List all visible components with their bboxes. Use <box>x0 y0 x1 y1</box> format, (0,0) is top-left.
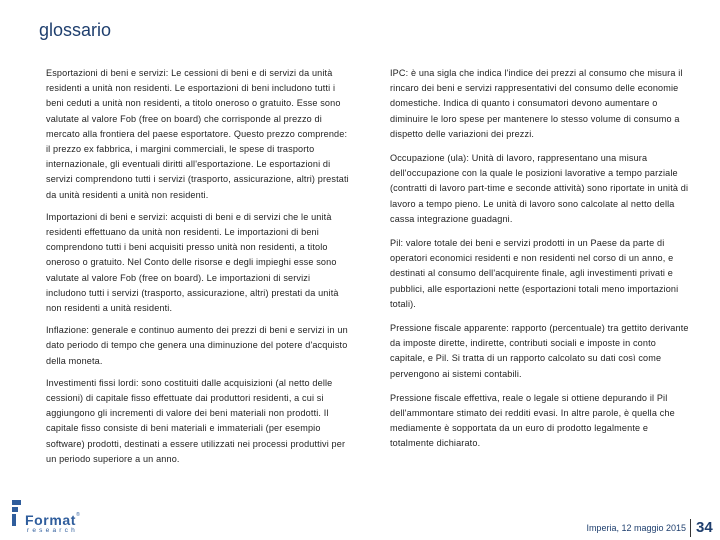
glossary-entry-pressione-effettiva: Pressione fiscale effettiva, reale o legale si ottiene depurando il Pil dell'ammontare stimato dei redditi evasi. In altre parole, è quella che mediamente è sopportata da un euro di prodotto legalmente e totalmente dichiarato. <box>390 392 675 449</box>
footer-divider <box>690 519 691 537</box>
glossary-entry-importazioni: Importazioni di beni e servizi: acquisti di beni e di servizi che le unità residenti effettuano da unità non residenti. Le importazioni di beni comprendono tutti i beni acquisiti presso unità non residenti, a titolo oneroso o gratuito. Nel Conto delle risorse e degli impieghi esse sono valutate al valore Fob (free on board). Le importazioni di servizi includono tutti i servizi (trasporto, assicurazione, altri) prestati da unità non residenti a unità residenti. <box>46 211 339 314</box>
glossary-entry-inflazione: Inflazione: generale e continuo aumento dei prezzi di beni e servizi in un dato periodo di tempo che genera una diminuzione del potere d'acquisto della moneta. <box>46 325 348 366</box>
footer-place-date: Imperia, 12 maggio 2015 <box>586 523 686 533</box>
logo-wordmark <box>25 512 80 528</box>
page-number: 34 <box>696 519 713 536</box>
glossary-entry-pressione-apparente: Pressione fiscale apparente: rapporto (percentuale) tra gettito derivante da imposte dirette, indirette, contributi sociali e imposte in conto capitale, e Pil. Si tratta di un rapporto calcolato su dati così come pervengono ai sistemi contabili. <box>390 323 689 379</box>
glossary-entry-ipc: IPC: è una sigla che indica l'indice dei prezzi al consumo che misura il rincaro dei beni e servizi rappresentativi del consumo delle economie domestiche. Indica di quanto i consumatori devono aumentare o diminuire le loro spese per mantenere lo stesso volume di consumo a dispetto delle variazioni dei prezzi. <box>390 68 683 139</box>
glossary-entry-pil: Pil: valore totale dei beni e servizi prodotti in un Paese da parte di operatori economici residenti e non residenti nel corso di un anno, e destinati al consumo dell'acquirente finale, agli investimenti privati e pubblici, alle esportazioni nette (esportazioni totali meno importazioni totali). <box>390 238 679 309</box>
format-research-logo <box>10 498 90 538</box>
logo-subtitle: research <box>27 527 78 534</box>
glossary-left-column <box>46 66 352 474</box>
logo-mark-icon <box>12 500 26 526</box>
logo-registered-mark: ® <box>76 512 81 518</box>
page-title: glossario <box>39 20 112 40</box>
glossary-entry-esportazioni: Esportazioni di beni e servizi: Le cessioni di beni e di servizi da unità residenti a unità non residenti. Le esportazioni di beni includono tutti i beni ceduti a unità non residenti, a titolo oneroso o gratuito. Esse sono valutate al valore Fob (free on board) che corrisponde al prezzo di mercato alla frontiera del paese esportatore. Questo prezzo comprende: il prezzo ex fabbrica, i margini commerciali, le spese di trasporto internazionale, gli eventuali diritti all'esportazione. Le esportazioni di servizi comprendono tutti i servizi (trasporto, assicurazione, altri) prestati da unità residenti a unità non residenti. <box>46 68 349 200</box>
logo-name: Format <box>25 512 77 528</box>
glossary-entry-occupazione: Occupazione (ula): Unità di lavoro, rappresentano una misura dell'occupazione con la quale le posizioni lavorative a tempo parziale (contratti di lavoro part-time e seconde attività) sono riportate in unità di lavoro a tempo pieno. Le unità di lavoro sono calcolate al netto della cassa integrazione guadagni. <box>390 153 689 224</box>
glossary-right-column <box>390 66 690 461</box>
glossary-entry-investimenti: Investimenti fissi lordi: sono costituiti dalle acquisizioni (al netto delle cessioni) di capitale fisso effettuate dai produttori residenti, a cui si aggiungono gli incrementi di valore dei beni materiali non prodotti. Il capitale fisso consiste di beni materiali e immateriali (per esempio software) prodotti, destinati a essere utilizzati nei processi produttivi per un periodo superiore a un anno. <box>46 377 346 464</box>
